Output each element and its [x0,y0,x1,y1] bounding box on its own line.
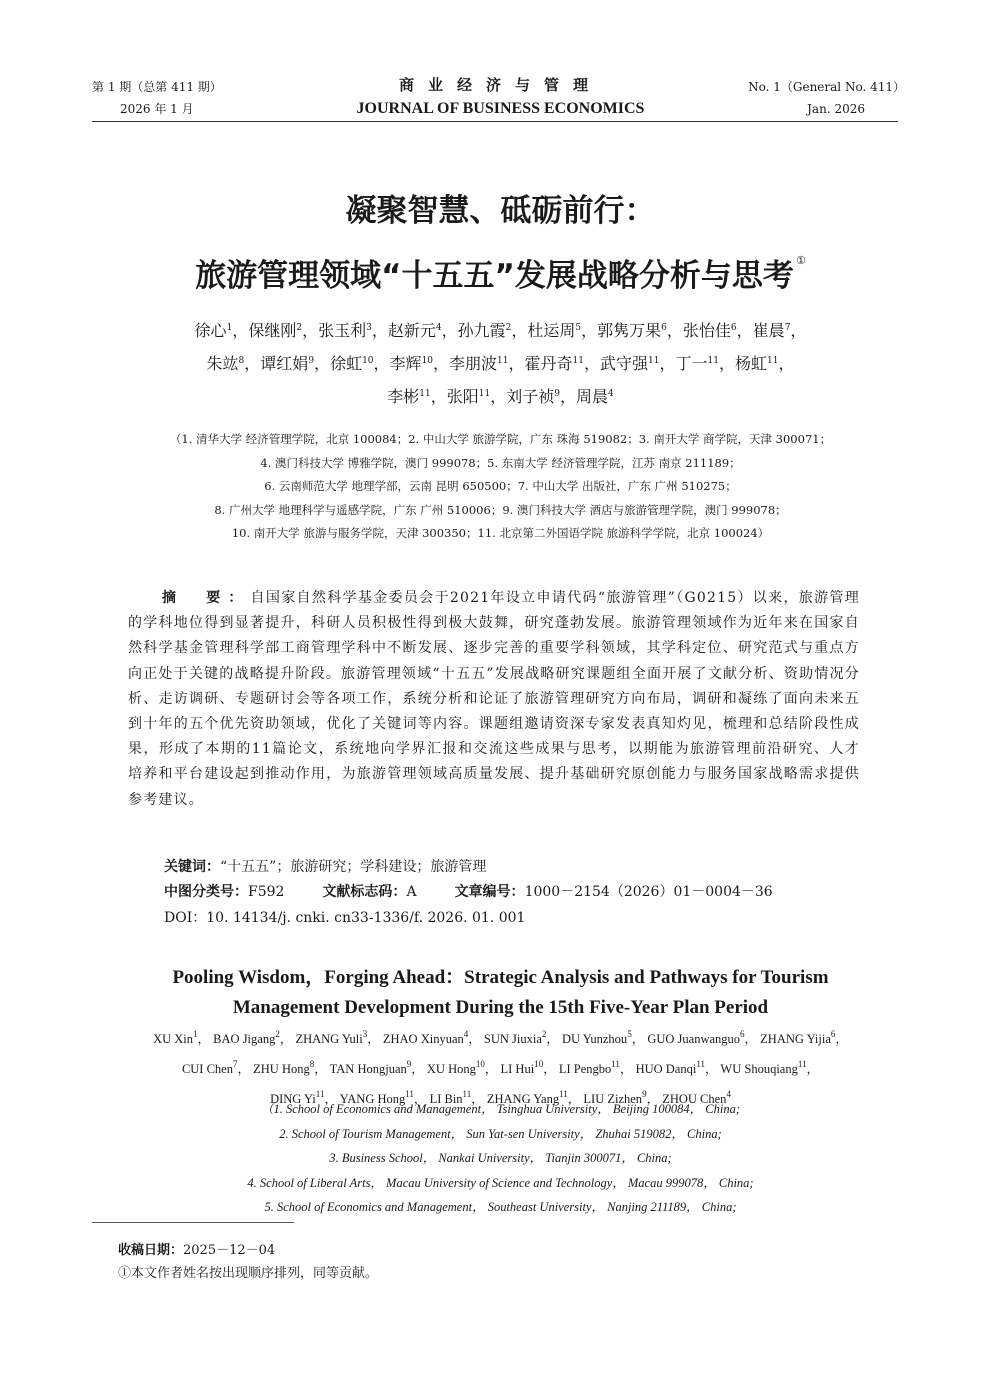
article-title-en [90,963,911,1023]
author-name: 刘子祯 [506,387,555,406]
author-name: XU Xin [153,1032,194,1046]
author-affiliation-mark: 2 [505,323,512,333]
author-affiliation-mark: 6 [830,1029,836,1039]
equal-contribution-note: ①本文作者姓名按出现顺序排列，同等贡献。 [118,1266,379,1281]
author-affiliation-mark: 3 [362,1029,368,1039]
author-affiliation-mark: 7 [232,1059,238,1069]
author-affiliation-mark: 11 [462,1089,472,1099]
affiliation-en-line: 2. School of Tourism Management， Sun Yat-sen University， Zhuhai 519082， China; [279,1126,722,1141]
author-affiliation-mark: 6 [740,1029,745,1039]
author-name: 李朋波 [449,354,498,373]
author-affiliation-mark: 4 [726,1089,731,1099]
author-name: GUO Juanwanguo [647,1032,741,1046]
author-affiliation-mark: 9 [308,356,315,366]
clc-label: 中图分类号： [164,884,248,900]
journal-masthead [300,74,701,120]
article-number-value: 1000－2154（2026）01－0004－36 [524,884,773,900]
author-name: XU Hong [426,1062,476,1076]
author-name: 谭红娟 [260,354,309,373]
author-name: 朱竑 [206,354,239,373]
title-line-2: 旅游管理领域“十五五”发展战略分析与思考 [195,258,794,294]
author-name: ZHANG Yijia [760,1032,831,1046]
affiliation-line: （1. 清华大学 经济管理学院，北京 100084；2. 中山大学 旅游学院，广东 珠海 519082；3. 南开大学 商学院，天津 300071； [169,432,832,446]
author-affiliation-mark: 8 [309,1059,315,1069]
affiliation-line: 6. 云南师范大学 地理学部，云南 昆明 650500；7. 中山大学 出版社，广东 广州 510275； [264,479,737,493]
author-name: 张玉利 [318,321,367,340]
abstract-text: 自国家自然科学基金委员会于2021年设立申请代码“旅游管理”（G0215）以来，旅游管理的学科地位得到显著提升，科研人员积极性得到极大鼓舞，研究蓬勃发展。旅游管理领域作为近年来在国家自然科学基金管理科学部工商管理学科中不断发展、逐步完善的重要学科领域，其学科定位、研究范式与重点方向正处于关键的战略提升阶段。旅游管理领域“十五五”发展战略研究课题组全面开展了文献分析、资助情况分析、走访调研、专题研讨会等各项工作，系统分析和论证了旅游管理研究方向布局，调研和凝练了面向未来五到十年的五个优先资助领域，优化了关键词等内容。课题组邀请资深专家发表真知灼见，梳理和总结阶段性成果，形成了本期的11篇论文，系统地向学界汇报和交流这些成果与思考，以期能为旅游管理前沿研究、人才培养和平台建设起到推动作用，为旅游管理领域高质量发展、提升基础研究原创能力与服务国家战略需求提供参考建议。 [128,590,860,808]
author-name: 李彬 [387,387,420,406]
received-date-label: 收稿日期： [118,1243,184,1258]
title-footnote-mark: ① [795,254,806,267]
keywords-label: 关键词： [164,859,220,875]
author-affiliation-mark: 10 [421,356,434,366]
issue-number-en: No. 1（General No. 411） [748,80,905,94]
footnotes [118,1239,818,1285]
affiliation-en-line: （1. School of Economics and Management， Tsinghua University， Beijing 100084， China; [260,1102,740,1116]
author-affiliation-mark: 11 [478,389,491,399]
doc-code-value: A [406,884,417,900]
author-name: TAN Hongjuan [329,1062,407,1076]
author-name: WU Shouqiang [720,1062,798,1076]
author-name: CUI Chen [181,1062,233,1076]
author-affiliation-mark: 4 [608,389,614,399]
author-name: ZHAO Xinyuan [382,1032,464,1046]
author-affiliation-mark: 11 [497,356,509,366]
affiliation-en-line: 3. Business School， Nankai University， Tianjin 300071， China; [329,1151,672,1166]
author-name: 周晨 [575,387,608,406]
issue-date-en: Jan. 2026 [807,102,865,116]
author-name: 李辉 [389,354,422,373]
author-name: 保继刚 [248,321,297,340]
author-list-cn: 徐心$^1$，保继刚$^2$，张玉利$^3$，赵新元$^4$，孙九霞$^2$，杜运周$^5$，郭隽万果$^6$，张怡佳$^6$，崔晨$^7$， 朱竑$^8$，谭红娟$^9$，徐虹$^{10}$，李辉$^{10}$，李朋波$^{11}$，霍丹奇$^{11}$，武守强$^{11}$，丁一$^{11}$，杨虹$^{11}$， 李彬$^{11}$，张阳$^{11}$，刘子祯$^9$，周晨$^4$ [194,321,807,406]
author-name: LI Pengbo [558,1062,612,1076]
author-name: 孙九霞 [457,321,506,340]
affiliation-en-line: 5. School of Economics and Management， Southeast University， Nanjing 211189， China; [264,1200,737,1215]
author-name: ZHU Hong [253,1062,310,1076]
affiliation-line: 4. 澳门科技大学 博雅学院，澳门 999078；5. 东南大学 经济管理学院，江苏 南京 211189； [260,455,741,470]
abstract-label: 摘 要： [162,590,251,606]
author-name: 丁一 [675,354,708,373]
author-affiliation-mark: 11 [315,1089,325,1099]
author-name: SUN Jiuxia [483,1032,542,1046]
author-name: 张阳 [446,387,479,406]
header-divider [92,121,898,122]
author-name: 武守强 [600,354,649,373]
keywords [164,855,864,880]
affiliation-line: 8. 广州大学 地理科学与遥感学院，广东 广州 510006；9. 澳门科技大学 酒店与旅游管理学院，澳门 999078； [214,502,787,517]
journal-name-cn: 商业经济与管理 [398,76,602,94]
author-affiliation-mark: 10 [362,356,374,366]
header-issue-en [735,76,905,120]
author-affiliation-mark: 11 [797,1059,807,1069]
author-affiliation-mark: 11 [572,356,584,366]
author-name: 霍丹奇 [524,354,573,373]
author-affiliation-mark: 10 [475,1059,485,1069]
author-name: ZHANG Yang [486,1092,560,1106]
author-affiliation-mark: 11 [405,1089,414,1099]
header-issue-cn [92,76,242,120]
affiliations-en [60,1097,941,1220]
author-name: LI Bin [429,1092,463,1106]
author-name: 徐虹 [330,354,363,373]
author-name: HUO Danqi [635,1062,697,1076]
article-title-cn [60,186,941,301]
author-name: 崔晨 [752,321,785,340]
author-affiliation-mark: 5 [575,323,582,333]
author-affiliation-mark: 11 [419,389,431,399]
author-affiliation-mark: 1 [193,1029,198,1039]
classification-row [164,880,864,905]
author-affiliation-mark: 11 [648,356,660,366]
affiliations-cn [60,428,941,546]
title-line-1: 凝聚智慧、砥砺前行： [345,193,656,229]
author-name: 张怡佳 [682,321,731,340]
journal-name-en: JOURNAL OF BUSINESS ECONOMICS [356,100,645,117]
affiliation-line: 10. 南开大学 旅游与服务学院，天津 300350；11. 北京第二外国语学院 旅游科学学院，北京 100024） [231,526,770,540]
author-affiliation-mark: 5 [627,1029,632,1039]
author-affiliation-mark: 11 [696,1059,706,1069]
author-name: 徐心 [194,321,227,340]
author-name: DU Yunzhou [562,1032,628,1046]
author-affiliation-mark: 11 [611,1059,620,1069]
author-name: 杜运周 [527,321,576,340]
affiliation-en-line: 4. School of Liberal Arts， Macau University of Science and Technology， Macau 999078， China; [247,1175,754,1190]
author-name: 郭隽万果 [597,321,662,340]
author-affiliation-mark: 11 [766,356,779,366]
issue-date-cn: 2026 年 1 月 [120,102,194,116]
author-affiliation-mark: 3 [366,323,372,333]
author-name: ZHOU Chen [662,1092,727,1106]
author-name: LIU Zizhen [583,1092,643,1106]
author-name: LI Hui [500,1062,535,1076]
keywords-text: “十五五”；旅游研究；学科建设；旅游管理 [220,859,487,875]
author-name: 杨虹 [734,354,767,373]
doi: DOI：10. 14134/j. cnki. cn33-1336/f. 2026. 01. 001 [164,910,526,926]
author-affiliation-mark: 8 [238,356,245,366]
author-affiliation-mark: 2 [541,1029,547,1039]
author-name: ZHANG Yuli [295,1032,363,1046]
abstract-cn [128,586,860,813]
author-name: YANG Hong [339,1092,406,1106]
author-affiliation-mark: 2 [275,1029,280,1039]
author-affiliation-mark: 6 [730,323,737,333]
author-affiliation-mark: 9 [642,1089,647,1099]
title-en-line-1: Pooling Wisdom，Forging Ahead：Strategic Analysis and Pathways for Tourism [172,967,829,988]
author-affiliation-mark: 6 [661,323,667,333]
author-affiliation-mark: 9 [554,389,560,399]
author-name: 赵新元 [387,321,436,340]
author-name: DING Yi [270,1092,316,1106]
author-affiliation-mark: 4 [435,323,442,333]
author-affiliation-mark: 7 [784,323,791,333]
author-affiliation-mark: 2 [296,323,303,333]
title-en-line-2: Management Development During the 15th Five-Year Plan Period [232,997,769,1018]
author-affiliation-mark: 11 [707,356,719,366]
received-date-value: 2025－12－04 [183,1243,276,1258]
author-affiliation-mark: 4 [463,1029,469,1039]
author-list-en: XU Xin$^1$， BAO Jigang$^2$， ZHANG Yuli$^3$， ZHAO Xinyuan$^4$， SUN Jiuxia$^2$， DU Yunzhou$^5$， GUO Juanwanguo$^6$， ZHANG Yijia$^6$， CUI Chen$^7$， ZHU Hong$^8$， TAN Hongjuan$^9$， XU Hong$^{10}$， LI Hui$^{10}$， LI Pengbo$^{11}$， HUO Danqi$^{11}$， WU Shouqiang$^{11}$， DING Yi$^{11}$， YANG Hong$^{11}$， LI Bin$^{11}$， ZHANG Yang$^{11}$， LIU Zizhen$^9$， ZHOU Chen$^4$ [153,1029,848,1106]
author-affiliation-mark: 9 [406,1059,412,1069]
footnote-divider [92,1222,294,1223]
author-affiliation-mark: 1 [226,323,233,333]
author-name: BAO Jigang [213,1032,276,1046]
issue-number-cn: 第 1 期（总第 411 期） [92,80,222,94]
author-affiliation-mark: 10 [534,1059,544,1069]
article-number-label: 文章编号： [454,884,525,900]
doc-code-label: 文献标志码： [322,884,407,900]
author-affiliation-mark: 11 [559,1089,568,1099]
clc-value: F592 [248,884,285,900]
